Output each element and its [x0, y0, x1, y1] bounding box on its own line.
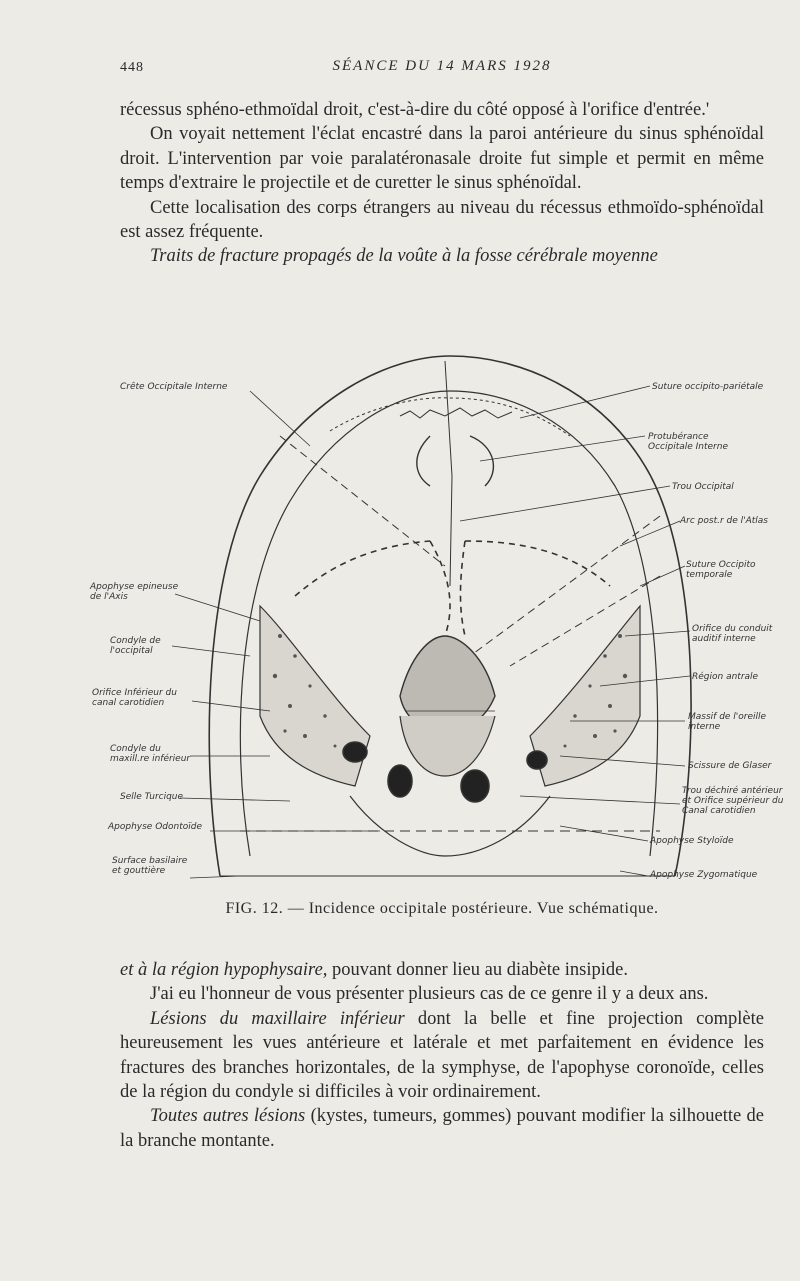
label-massif-oreille: Massif de l'oreille interne: [688, 712, 767, 732]
label-protuberance-occipitale: Protubérance Occipitale Interne: [648, 432, 729, 452]
label-apophyse-zygomatique: Apophyse Zygomatique: [650, 870, 758, 880]
italic-phrase: Lésions du maxillaire inférieur: [150, 1008, 405, 1029]
label-scissure-glaser: Scissure de Glaser: [688, 761, 772, 771]
label-surface-basilaire: Surface basilaire et gouttière: [112, 856, 188, 876]
italic-phrase: et à la région hypophysaire,: [120, 960, 328, 980]
label-crete-occipitale: Crête Occipitale Interne: [120, 382, 228, 392]
label-trou-dechire: Trou déchiré antérieur et Orifice supérieur du Canal carotidien: [682, 786, 784, 816]
paragraph: On voyait nettement l'éclat encastré dans la paroi antérieure du sinus sphénoïdal droit. L'intervention par voie paralatéronasale droite fut simple et permit en même temps d'extraire le projectile et de curetter le sinus sphénoïdal.: [120, 124, 764, 194]
paragraph: récessus sphéno-ethmoïdal droit, c'est-à-dire du côté opposé à l'orifice d'entrée.': [120, 100, 710, 120]
skull-inner-outline: [240, 391, 657, 856]
label-region-antrale: Région antrale: [692, 672, 759, 682]
paragraph: [120, 1104, 764, 1153]
text-run: dont la belle et fine projection complète heureusement les vues antérieure et latérale et met parfaitement en évidence les fractures des branches horizontales, de la symphyse, de l'apophyse coronoïde, celles de la région du condyle si difficiles à voir ordinairement.: [120, 1008, 764, 1103]
label-apophyse-odontoide: Apophyse Odontoïde: [108, 822, 202, 832]
top-text-block: [120, 98, 764, 269]
label-arc-atlas: Arc post.r de l'Atlas: [680, 516, 769, 526]
page-number: 448: [120, 60, 144, 75]
paragraph: [120, 1007, 764, 1105]
paragraph: Cette localisation des corps étrangers au niveau du récessus ethmoïdo-sphénoïdal est assez fréquente.: [120, 197, 764, 243]
label-orifice-inferieur: Orifice Inférieur du canal carotidien: [92, 688, 177, 708]
figure-caption: FIG. 12. — Incidence occipitale postérieure. Vue schématique.: [225, 900, 659, 917]
paragraph: [120, 958, 764, 982]
label-suture-occipito-temporale: Suture Occipito temporale: [686, 560, 756, 580]
label-apophyse-epineuse: Apophyse epineuse de l'Axis: [90, 582, 179, 602]
text-run: pouvant donner lieu au diabète insipide.: [327, 960, 628, 980]
label-trou-occipital: Trou Occipital: [672, 482, 734, 492]
label-condyle-maxillaire: Condyle du maxill.re inférieur: [110, 744, 191, 764]
bottom-text-block: [120, 958, 764, 1153]
page-header: [120, 56, 764, 80]
italic-phrase: Toutes autres lésions: [150, 1106, 306, 1127]
label-suture-occipito-parietale: Suture occipito-pariétale: [652, 382, 764, 392]
label-orifice-conduit-auditif: Orifice du conduit auditif interne: [692, 624, 773, 644]
text-run: (kystes, tumeurs, gommes) pouvant modifier la silhouette de la branche montante.: [120, 1106, 764, 1151]
label-condyle-occipital: Condyle de l'occipital: [110, 636, 161, 656]
paragraph: J'ai eu l'honneur de vous présenter plusieurs cas de ce genre il y a deux ans.: [150, 984, 709, 1005]
skull-figure: [90, 336, 800, 896]
label-selle-turcique: Selle Turcique: [120, 792, 184, 802]
section-heading: Traits de fracture propagés de la voûte à la fosse cérébrale moyenne: [150, 246, 658, 267]
running-title: SÉANCE DU 14 MARS 1928: [332, 58, 552, 74]
label-apophyse-styloide: Apophyse Styloïde: [650, 836, 734, 846]
